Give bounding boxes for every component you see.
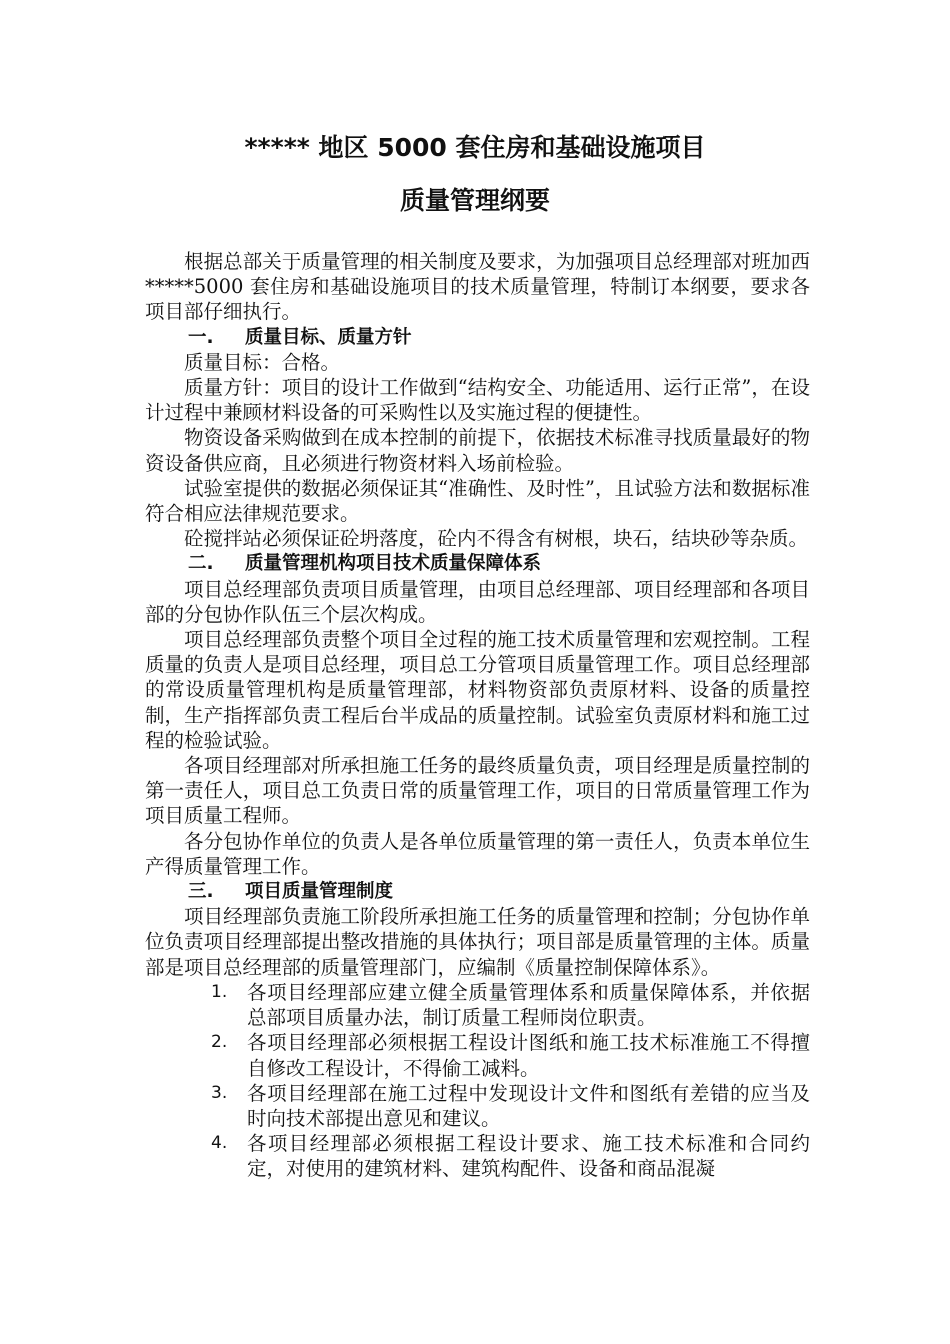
document-subtitle: 质量管理纲要 (399, 186, 550, 215)
body-paragraph: 质量方针：项目的设计工作做到“结构安全、功能适用、运行正常”，在设计过程中兼顾材料设备的可采购性以及实施过程的便捷性。 (145, 376, 810, 425)
list-item (145, 980, 810, 1030)
intro-paragraph: 根据总部关于质量管理的相关制度及要求，为加强项目总经理部对班加西*****5000 套住房和基础设施项目的技术质量管理，特制订本纲要，要求各项目部仔细执行。 (145, 250, 810, 324)
document-body (145, 249, 810, 1182)
body-paragraph: 项目总经理部负责项目质量管理，由项目总经理部、项目经理部和各项目部的分包协作队伍三个层次构成。 (145, 577, 810, 626)
body-paragraph: 项目经理部负责施工阶段所承担施工任务的质量管理和控制；分包协作单位负责项目经理部提出整改措施的具体执行；项目部是质量管理的主体。质量部是项目总经理部的质量管理部门，应编制《质量控制保障体系》。 (145, 905, 810, 979)
section-heading (145, 325, 810, 350)
list-item (145, 1081, 810, 1131)
list-item (145, 1131, 810, 1181)
section-number: 二. (188, 553, 214, 575)
section-heading (145, 551, 810, 576)
list-item (145, 1030, 810, 1080)
body-paragraph: 物资设备采购做到在成本控制的前提下，依据技术标准寻找质量最好的物资设备供应商，且必须进行物资材料入场前检验。 (145, 426, 810, 475)
list-item-number: 2. (211, 1032, 228, 1053)
section-title: 项目质量管理制度 (245, 881, 394, 903)
body-paragraph: 各项目经理部对所承担施工任务的最终质量负责，项目经理是质量控制的第一责任人，项目总工负责日常的质量管理工作，项目的日常质量管理工作为项目质量工程师。 (145, 754, 810, 828)
body-paragraph: 质量目标：合格。 (184, 350, 341, 374)
list-item-text: 各项目经理部必须根据工程设计图纸和施工技术标准施工不得擅自修改工程设计，不得偷工减料。 (247, 1031, 810, 1080)
list-item-text: 各项目经理部必须根据工程设计要求、施工技术标准和合同约定，对使用的建筑材料、建筑构配件、设备和商品混凝 (247, 1132, 810, 1181)
list-item-text: 各项目经理部应建立健全质量管理体系和质量保障体系，并依据总部项目质量办法，制订质量工程师岗位职责。 (247, 980, 810, 1030)
section-number: 一. (188, 326, 214, 348)
list-item-number: 4. (211, 1133, 228, 1154)
body-paragraph: 砼搅拌站必须保证砼坍落度，砼内不得含有树根，块石，结块砂等杂质。 (184, 527, 809, 551)
body-paragraph: 项目总经理部负责整个项目全过程的施工技术质量管理和宏观控制。工程质量的负责人是项目总经理，项目总工分管项目质量管理工作。项目总经理部的常设质量管理机构是质量管理部，材料物资部负责原材料、设备的质量控制，生产指挥部负责工程后台半成品的质量控制。试验室负责原材料和施工过程的检验试验。 (145, 628, 810, 752)
section-title: 质量管理机构项目技术质量保障体系 (245, 553, 542, 575)
section-heading (145, 879, 810, 904)
list-item-text: 各项目经理部在施工过程中发现设计文件和图纸有差错的应当及时向技术部提出意见和建议。 (247, 1081, 810, 1130)
section-title: 质量目标、质量方针 (245, 326, 412, 348)
body-paragraph: 试验室提供的数据必须保证其“准确性、及时性”，且试验方法和数据标准符合相应法律规范要求。 (145, 476, 810, 526)
document-title: ***** 地区 5000 套住房和基础设施项目 (244, 133, 706, 162)
section-number: 三. (188, 881, 214, 903)
numbered-list (145, 980, 810, 1182)
body-paragraph: 各分包协作单位的负责人是各单位质量管理的第一责任人，负责本单位生产得质量管理工作。 (145, 829, 810, 878)
list-item-number: 1. (211, 981, 228, 1002)
list-item-number: 3. (211, 1082, 228, 1103)
